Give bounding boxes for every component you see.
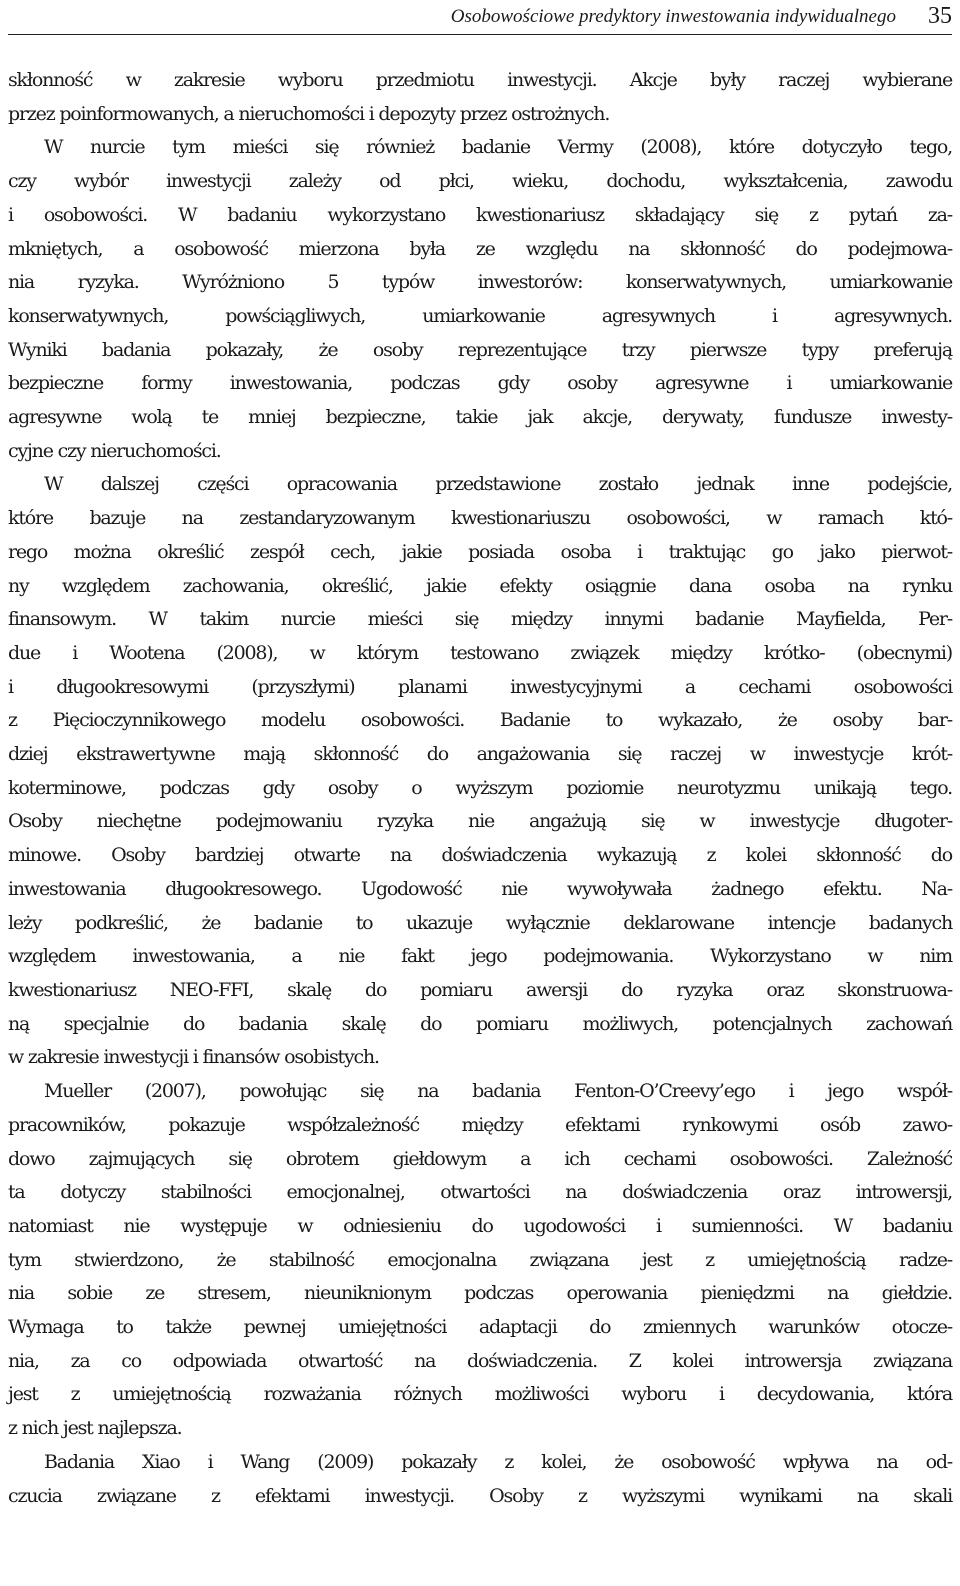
document-page [8, 0, 952, 1586]
text-line: względem inwestowania, a nie fakt jego podejmowania. Wykorzystano w nim [8, 945, 952, 968]
text-line: Wyniki badania pokazały, że osoby reprezentujące trzy pierwsze typy preferują [8, 338, 952, 361]
paragraph-2 [8, 131, 952, 468]
running-header-title: Osobowościowe predyktory inwestowania indywidualnego [450, 6, 896, 27]
text-line: i osobowości. W badaniu wykorzystano kwestionariusz składający się z pytań za- [8, 203, 952, 226]
paragraph-3 [8, 468, 952, 1075]
text-line: czy wybór inwestycji zależy od płci, wieku, dochodu, wykształcenia, zawodu [8, 170, 952, 193]
text-line: natomiast nie występuje w odniesieniu do ugodowości i sumienności. W badaniu [8, 1214, 952, 1237]
text-line: w zakresie inwestycji i finansów osobistych. [8, 1046, 379, 1069]
text-line: minowe. Osoby bardziej otwarte na doświadczenia wykazują z kolei skłonność do [8, 844, 952, 867]
text-line: rego można określić zespół cech, jakie posiada osoba i traktując go jako pierwot- [8, 540, 952, 563]
text-line: ta dotyczy stabilności emocjonalnej, otwartości na doświadczenia oraz introwersji, [8, 1181, 952, 1204]
text-line: skłonność w zakresie wyboru przedmiotu inwestycji. Akcje były raczej wybierane [8, 69, 952, 91]
text-line: inwestowania długookresowego. Ugodowość nie wywoływała żadnego efektu. Na- [8, 877, 952, 900]
text-line: agresywne wolą te mniej bezpieczne, takie jak akcje, derywaty, fundusze inwesty- [8, 406, 952, 429]
text-line: dowo zajmujących się obrotem giełdowym a ich cechami osobowości. Zależność [8, 1147, 952, 1170]
page-number: 35 [928, 3, 952, 29]
text-line: nia, za co odpowiada otwartość na doświadczenia. Z kolei introwersja związana [8, 1349, 952, 1372]
text-line: finansowym. W takim nurcie mieści się między innymi badanie Mayfielda, Per- [8, 608, 952, 631]
text-line: dziej ekstrawertywne mają skłonność do angażowania się raczej w inwestycje krót- [8, 743, 952, 766]
text-line: W dalszej części opracowania przedstawione zostało jednak inne podejście, [44, 473, 952, 496]
text-line: jest z umiejętnością rozważania różnych możliwości wyboru i decydowania, która [8, 1383, 952, 1406]
text-line: nia sobie ze stresem, nieuniknionym podczas operowania pieniędzmi na giełdzie. [8, 1282, 952, 1305]
text-line: Wymaga to także pewnej umiejętności adaptacji do zmiennych warunków otocze- [8, 1316, 952, 1339]
text-line: due i Wootena (2008), w którym testowano związek między krótko- (obecnymi) [8, 641, 952, 664]
paragraph-1 [8, 64, 952, 131]
body-text [8, 64, 952, 1513]
paragraph-4 [8, 1075, 952, 1446]
text-line: ną specjalnie do badania skalę do pomiaru możliwych, potencjalnych zachowań [8, 1012, 952, 1035]
text-line: nia ryzyka. Wyróżniono 5 typów inwestorów: konserwatywnych, umiarkowanie [8, 271, 952, 294]
text-line: W nurcie tym mieści się również badanie Vermy (2008), które dotyczyło tego, [44, 136, 952, 159]
text-line: z Pięcioczynnikowego modelu osobowości. Badanie to wykazało, że osoby bar- [8, 709, 952, 732]
text-line: Mueller (2007), powołując się na badania Fenton-O’Creevy’ego i jego współ- [44, 1080, 952, 1103]
text-line: kwestionariusz NEO-FFI, skalę do pomiaru awersji do ryzyka oraz skonstruowa- [8, 978, 952, 1001]
text-line: cyjne czy nieruchomości. [8, 439, 221, 462]
text-line: pracowników, pokazuje współzależność między efektami rynkowymi osób zawo- [8, 1113, 952, 1136]
text-line: konserwatywnych, powściągliwych, umiarkowanie agresywnych i agresywnych. [8, 304, 952, 327]
running-header [8, 0, 952, 35]
text-line: i długookresowymi (przyszłymi) planami inwestycyjnymi a cechami osobowości [8, 675, 952, 698]
text-line: koterminowe, podczas gdy osoby o wyższym poziomie neurotyzmu unikają tego. [8, 776, 952, 799]
text-line: które bazuje na zestandaryzowanym kwestionariuszu osobowości, w ramach któ- [8, 507, 952, 530]
text-line: z nich jest najlepsza. [8, 1417, 182, 1440]
text-line: Osoby niechętne podejmowaniu ryzyka nie angażują się w inwestycje długoter- [8, 810, 952, 833]
text-line: leży podkreślić, że badanie to ukazuje wyłącznie deklarowane intencje badanych [8, 911, 952, 934]
text-line: tym stwierdzono, że stabilność emocjonalna związana jest z umiejętnością radze- [8, 1248, 952, 1271]
text-line: ny względem zachowania, określić, jakie efekty osiągnie dana osoba na rynku [8, 574, 952, 597]
text-line: przez poinformowanych, a nieruchomości i depozyty przez ostrożnych. [8, 102, 610, 125]
text-line: Badania Xiao i Wang (2009) pokazały z kolei, że osobowość wpływa na od- [44, 1450, 952, 1473]
text-line: bezpieczne formy inwestowania, podczas gdy osoby agresywne i umiarkowanie [8, 372, 952, 395]
text-line: mkniętych, a osobowość mierzona była ze względu na skłonność do podejmowa- [8, 237, 952, 260]
text-line: czucia związane z efektami inwestycji. Osoby z wyższymi wynikami na skali [8, 1484, 952, 1507]
paragraph-5 [8, 1446, 952, 1513]
